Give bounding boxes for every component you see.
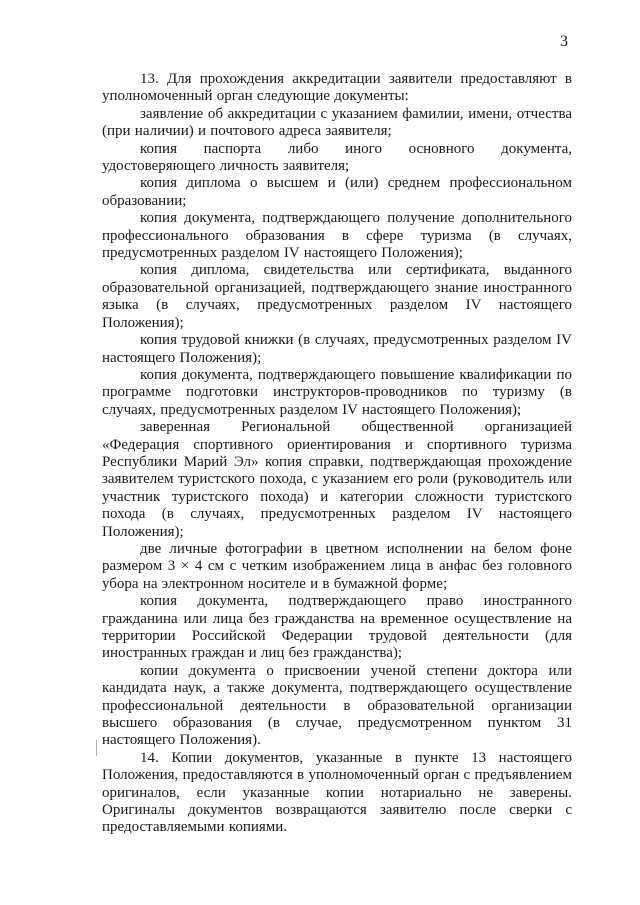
- list-item-passport: копия паспорта либо иного основного документа, удостоверяющего личность заявителя;: [102, 140, 572, 175]
- page-number: 3: [560, 33, 568, 50]
- list-item-language-certificate: копия диплома, свидетельства или сертификата, выданного образовательной организацией, подтверждающего знание иностранного языка (в случаях, предусмотренных разделом IV настоящего Положения);: [102, 262, 572, 331]
- list-item-employment-record: копия трудовой книжки (в случаях, предусмотренных разделом IV настоящего Положения);: [102, 332, 572, 366]
- list-item-qualification: копия документа, подтверждающего повышение квалификации по программе подготовки инструкторов-проводников по туризму (в случаях, предусмотренных разделом IV настоящего Положения);: [102, 366, 572, 418]
- paragraph-14: 14. Копии документов, указанные в пункте 13 настоящего Положения, предоставляются в уполномоченный орган с предъявлением оригиналов, если указанные копии нотариально не заверены. Оригиналы документов возвращаются заявителю после сверки с предоставляемыми копиями.: [102, 749, 572, 836]
- paragraph-13-intro: 13. Для прохождения аккредитации заявители предоставляют в уполномоченный орган следующие документы:: [102, 71, 572, 105]
- list-item-hike-certificate: заверенная Региональной общественной организацией «Федерация спортивного ориентирования и спортивного туризма Республики Марий Эл» копия справки, подтверждающая прохождение заявителем туристского похода, с указанием его роли (руководитель или участник туристского похода) и категории сложности туристского похода (в случаях, предусмотренных разделом IV настоящего Положения);: [102, 419, 572, 540]
- list-item-application: заявление об аккредитации с указанием фамилии, имени, отчества (при наличии) и почтового адреса заявителя;: [102, 105, 572, 140]
- list-item-academic-degree: копии документа о присвоении ученой степени доктора или кандидата наук, а также документа, подтверждающего осуществление профессиональной деятельности в образовательной организации высшего образования (в случае, предусмотренном пунктом 31 настоящего Положения).: [102, 662, 572, 749]
- list-item-diploma: копия диплома о высшем и (или) среднем профессиональном образовании;: [102, 175, 572, 209]
- list-item-photos: две личные фотографии в цветном исполнении на белом фоне размером 3 × 4 см с четким изображением лица в анфас без головного убора на электронном носителе и в бумажной форме;: [102, 540, 572, 592]
- document-body: [102, 71, 572, 837]
- margin-mark: [96, 740, 97, 756]
- list-item-additional-education: копия документа, подтверждающего получение дополнительного профессионального образования в сфере туризма (в случаях, предусмотренных разделом IV настоящего Положения);: [102, 210, 572, 262]
- list-item-work-permit: копия документа, подтверждающего право иностранного гражданина или лица без гражданства на временное осуществление на территории Российской Федерации трудовой деятельности (для иностранных граждан и лиц без гражданства);: [102, 593, 572, 662]
